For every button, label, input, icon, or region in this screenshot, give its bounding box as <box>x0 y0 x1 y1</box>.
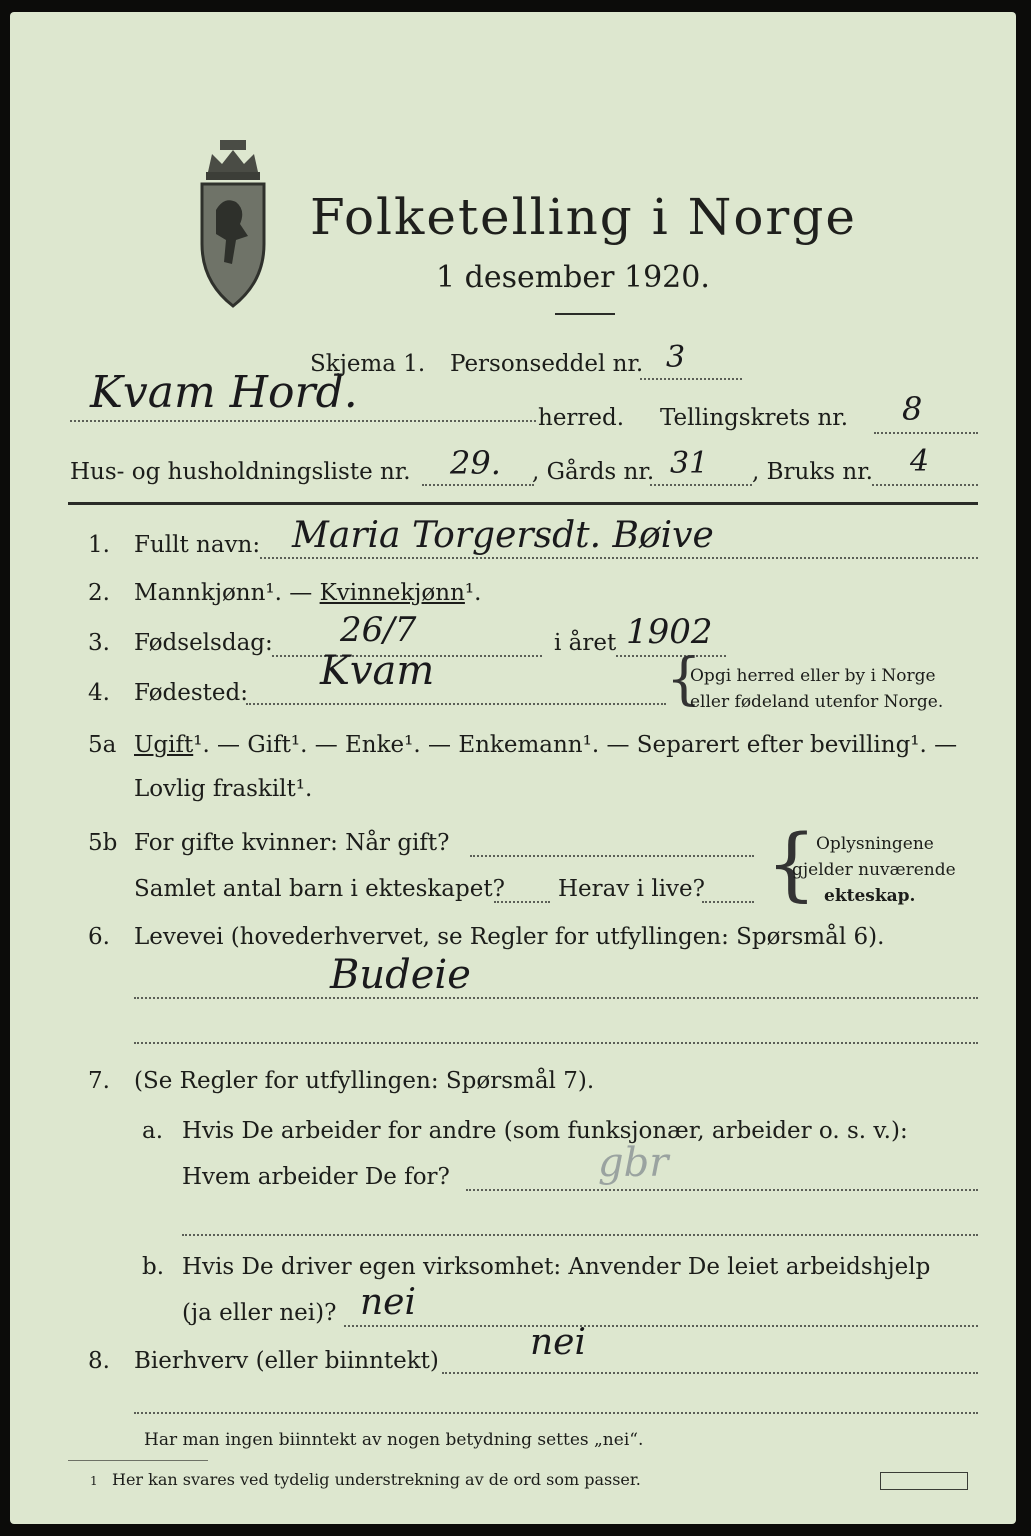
q4-num: 4. <box>88 680 110 706</box>
q8-label: Bierhverv (eller biinntekt) <box>134 1348 439 1374</box>
coat-of-arms-icon <box>190 140 276 310</box>
q4-label: Fødested: <box>134 680 249 706</box>
q7b-num: b. <box>142 1254 165 1280</box>
q2-num: 2. <box>88 580 110 606</box>
form-title: Folketelling i Norge <box>310 188 857 246</box>
q5a-ugift: Ugift <box>134 732 194 758</box>
q5b-note-1: Oplysningene <box>816 834 934 854</box>
q8-value: nei <box>530 1322 587 1363</box>
q6-line-2 <box>134 1042 978 1044</box>
bruks-line <box>872 484 978 486</box>
q6-num: 6. <box>88 924 110 950</box>
q7b-label-2: (ja eller nei)? <box>182 1300 337 1326</box>
q2-kvinne: Kvinnekjønn <box>319 580 465 606</box>
q1-num: 1. <box>88 532 110 558</box>
q5b-line-3 <box>702 901 754 903</box>
q4-value: Kvam <box>320 648 435 694</box>
skjema-label: Skjema 1. <box>310 351 426 377</box>
q3-value: 26/7 <box>340 610 417 650</box>
q5b-label-1: For gifte kvinner: Når gift? <box>134 830 450 856</box>
q6-value: Budeie <box>330 952 471 998</box>
gards-line <box>650 484 752 486</box>
q1-line <box>260 557 978 559</box>
form-date: 1 desember 1920. <box>436 260 710 295</box>
q8-num: 8. <box>88 1348 110 1374</box>
q4-line <box>246 703 666 705</box>
footer-note: Har man ingen biinntekt av nogen betydning settes „nei“. <box>144 1430 644 1450</box>
q7b-value: nei <box>360 1282 417 1323</box>
q5b-brace: { <box>766 817 817 910</box>
q2-sup: ¹. <box>464 580 482 606</box>
hus-value: 29. <box>450 444 501 482</box>
q4-brace: { <box>666 647 702 712</box>
printer-stamp <box>880 1472 968 1490</box>
q7a-num: a. <box>142 1118 164 1144</box>
q2-mann: Mannkjønn¹. — <box>134 580 320 606</box>
hus-label: Hus- og husholdningsliste nr. <box>70 459 411 485</box>
q7a-label: Hvis De arbeider for andre (som funksjonær, arbeider o. s. v.): <box>182 1118 908 1144</box>
title-divider <box>555 313 615 315</box>
q6-line-1 <box>134 997 978 999</box>
personseddel-label: Personseddel nr. <box>450 351 644 377</box>
q6-label: Levevei (hovederhvervet, se Regler for utfyllingen: Spørsmål 6). <box>134 924 885 950</box>
q5b-line-2 <box>494 901 550 903</box>
herred-line <box>70 420 536 422</box>
q7b-label: Hvis De driver egen virksomhet: Anvender De leiet arbeidshjelp <box>182 1254 931 1280</box>
census-form <box>10 12 1016 1524</box>
q7-num: 7. <box>88 1068 110 1094</box>
q5a-options: ¹. — Gift¹. — Enke¹. — Enkemann¹. — Separert efter bevilling¹. — <box>193 732 958 758</box>
q3-num: 3. <box>88 630 110 656</box>
gards-value: 31 <box>670 446 709 481</box>
q7a-line-2 <box>182 1234 978 1236</box>
footnote-rule <box>68 1460 208 1461</box>
personseddel-line <box>640 378 742 380</box>
q7-label: (Se Regler for utfyllingen: Spørsmål 7). <box>134 1068 595 1094</box>
q5a-text-2: Lovlig fraskilt¹. <box>134 776 313 802</box>
header-rule <box>68 502 978 505</box>
q2-text <box>134 580 481 606</box>
q4-note-2: eller fødeland utenfor Norge. <box>690 692 944 712</box>
herred-label: herred. <box>538 405 625 431</box>
bruks-value: 4 <box>910 444 930 479</box>
bruks-label: , Bruks nr. <box>752 459 873 485</box>
q5b-note-3: ekteskap. <box>824 886 916 906</box>
q7a-label-2: Hvem arbeider De for? <box>182 1164 450 1190</box>
q5a-text <box>134 732 957 758</box>
q5b-label-3: Herav i live? <box>558 876 705 902</box>
q3-year-value: 1902 <box>626 612 713 652</box>
q8-line-2 <box>134 1412 978 1414</box>
q4-note-1: Opgi herred eller by i Norge <box>690 666 936 686</box>
gards-label: , Gårds nr. <box>532 459 655 485</box>
footnote-text: Her kan svares ved tydelig understrekning av de ord som passer. <box>112 1470 641 1489</box>
tellingskrets-label: Tellingskrets nr. <box>660 405 849 431</box>
footnote-num: 1 <box>90 1474 98 1488</box>
q5b-note-2: gjelder nuværende <box>792 860 956 880</box>
q3-year-label: i året <box>554 630 617 656</box>
q7a-line <box>466 1189 978 1191</box>
q5b-line-1 <box>470 855 754 857</box>
hus-line <box>422 484 534 486</box>
q5a-num: 5a <box>88 732 117 758</box>
q1-value: Maria Torgersdt. Bøive <box>292 515 714 556</box>
herred-value: Kvam Hord. <box>90 367 358 418</box>
tellingskrets-value: 8 <box>902 390 923 428</box>
q5b-num: 5b <box>88 830 118 856</box>
tellingskrets-line <box>874 432 978 434</box>
personseddel-value: 3 <box>666 340 686 375</box>
q3-label: Fødselsdag: <box>134 630 273 656</box>
q1-label: Fullt navn: <box>134 532 261 558</box>
q5b-label-2: Samlet antal barn i ekteskapet? <box>134 876 505 902</box>
q7b-line <box>344 1325 978 1327</box>
q7a-value: gbr <box>598 1140 669 1186</box>
q8-line <box>442 1372 978 1374</box>
